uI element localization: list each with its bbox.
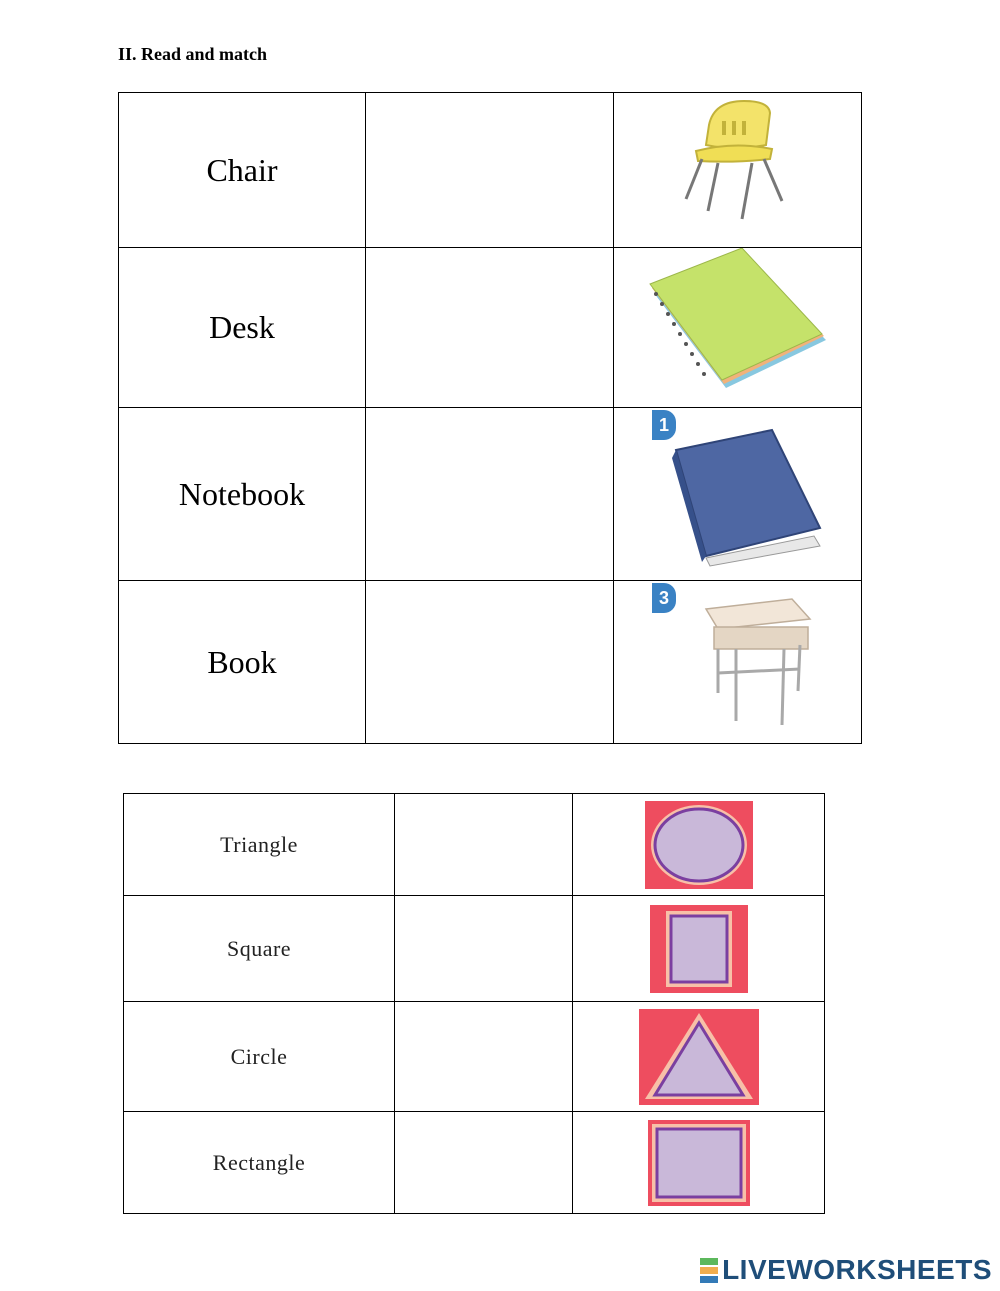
notebook-image[interactable]	[614, 248, 862, 408]
page-heading: II. Read and match	[118, 44, 268, 64]
match-drop-cell[interactable]	[395, 1002, 573, 1112]
table-row	[124, 896, 825, 1002]
word-notebook: Notebook	[119, 408, 366, 581]
chair-icon	[614, 93, 862, 247]
triangle-image[interactable]	[573, 1002, 825, 1112]
match-drop-cell[interactable]	[395, 794, 573, 896]
number-badge: 3	[652, 583, 676, 613]
match-drop-cell[interactable]	[366, 581, 614, 744]
table-row	[119, 93, 862, 248]
match-drop-cell[interactable]	[395, 1112, 573, 1214]
logo-mark-icon	[700, 1258, 718, 1283]
number-badge: 1	[652, 410, 676, 440]
circle-icon	[645, 801, 753, 889]
objects-table	[118, 92, 862, 744]
match-drop-cell[interactable]	[395, 896, 573, 1002]
word-rectangle: Rectangle	[124, 1112, 395, 1214]
match-drop-cell[interactable]	[366, 248, 614, 408]
word-triangle: Triangle	[124, 794, 395, 896]
rectangle-image[interactable]	[573, 1112, 825, 1214]
desk-image[interactable]	[614, 581, 862, 744]
word-book: Book	[119, 581, 366, 744]
circle-image[interactable]	[573, 794, 825, 896]
triangle-icon	[639, 1009, 759, 1105]
book-image[interactable]	[614, 408, 862, 581]
table-row	[124, 794, 825, 896]
table-row	[119, 408, 862, 581]
match-drop-cell[interactable]	[366, 408, 614, 581]
square-image[interactable]	[573, 896, 825, 1002]
word-circle: Circle	[124, 1002, 395, 1112]
liveworksheets-logo	[700, 1254, 992, 1286]
word-chair: Chair	[119, 93, 366, 248]
word-square: Square	[124, 896, 395, 1002]
notebook-icon	[614, 248, 862, 407]
logo-text: LIVEWORKSHEETS	[722, 1254, 992, 1285]
chair-image[interactable]	[614, 93, 862, 248]
shapes-table	[123, 793, 825, 1214]
table-row	[124, 1112, 825, 1214]
rectangle-icon	[648, 1120, 750, 1206]
word-desk: Desk	[119, 248, 366, 408]
table-row	[119, 248, 862, 408]
table-row	[124, 1002, 825, 1112]
table-row	[119, 581, 862, 744]
square-icon	[650, 905, 748, 993]
match-drop-cell[interactable]	[366, 93, 614, 248]
